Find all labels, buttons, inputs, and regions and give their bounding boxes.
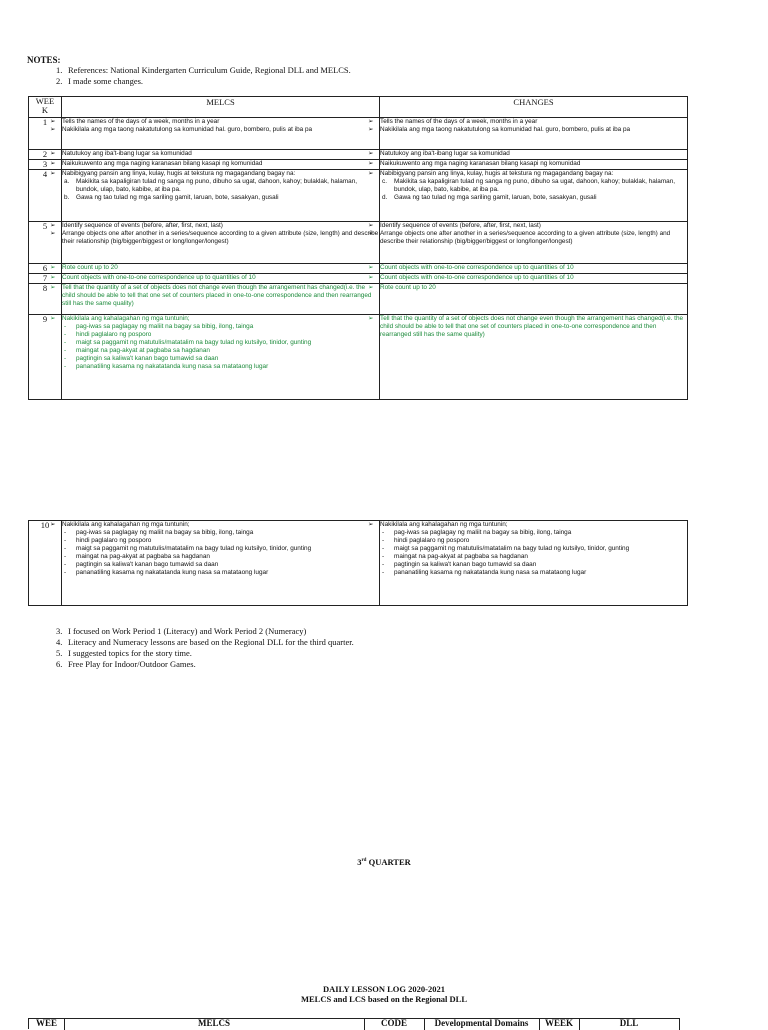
week-cell: 10 <box>29 521 62 606</box>
note-item: 4. Literacy and Numeracy lessons are based on the Regional DLL for the third quarter. <box>56 637 354 647</box>
week-cell: 9 <box>29 315 62 400</box>
table-row <box>29 521 688 606</box>
changes-cell: ➢ Tells the names of the days of a week, months in a year ➢ Nakikilala ang mga taong nakatutulong sa komunidad hal. guro, bombero, pulis at iba pa <box>380 118 688 150</box>
table-header-row <box>29 97 688 118</box>
note-item: 5. I suggested topics for the story time. <box>56 648 192 658</box>
week-cell: 4 <box>29 170 62 222</box>
week-cell: 6 <box>29 264 62 274</box>
melcs-cell: ➢ Nakikilala ang kahalagahan ng mga tuntunin; - pag-iwas sa paglagay ng maliit na bagay sa bibig, ilong, tainga - hindi paglalaro ng posporo - maigt sa paggamit ng matutulis/matatalim na bagy tulad ng kutsilyo, tinidor, gunting - maingat na pag-akyat at pagbaba sa hagdanan - pagtingin sa kaliwa't kanan bago tumawid sa daan - pananatiling kasama ng nakatatanda kung nasa sa matataong lugar <box>62 315 380 400</box>
melcs-cell: ➢ Nabibigyang pansin ang linya, kulay, hugis at tekstura ng magagandang bagay na: a. Makikita sa kapaligiran tulad ng sanga ng puno, dibuho sa ugat, dahoon, kahoy; bulaklak, halaman, bundok, ulap, bato, kabibe, at iba pa. b. Gawa ng tao tulad ng mga sariling gamit, laruan, bote, sasakyan, gusali <box>62 170 380 222</box>
table-row <box>29 315 688 400</box>
dll-header-cell: WEE <box>29 1018 65 1030</box>
dll-header-cell: MELCS <box>64 1018 365 1030</box>
changes-cell: ➢ Nakikilala ang kahalagahan ng mga tuntunin; - pag-iwas sa paglagay ng maliit na bagay sa bibig, ilong, tainga - hindi paglalaro ng posporo - maigt sa paggamit ng matutulis/matatalim na bagy tulad ng kutsilyo, tinidor, gunting - maingat na pag-akyat at pagbaba sa hagdanan - pagtingin sa kaliwa't kanan bago tumawid sa daan - pananatiling kasama ng nakatatanda kung nasa sa matataong lugar <box>380 521 688 606</box>
melcs-cell: ➢ Count objects with one-to-one correspondence up to quantities of 10 <box>62 274 380 284</box>
week-cell: 2 <box>29 150 62 160</box>
table-row <box>29 222 688 264</box>
header-changes: CHANGES <box>380 97 688 118</box>
melcs-cell: ➢ Naikukuwento ang mga naging karanasan bilang kasapi ng komunidad <box>62 160 380 170</box>
dll-header-cell: DLL <box>579 1018 680 1030</box>
week-cell: 3 <box>29 160 62 170</box>
changes-cell: ➢ Nabibigyang pansin ang linya, kulay, hugis at tekstura ng magagandang bagay na: c. Makikita sa kapaligiran tulad ng sanga ng puno, dibuho sa ugat, dahoon, kahoy; bulaklak, halaman, bundok, ulap, bato, kabibe, at iba pa. d. Gawa ng tao tulad ng mga sariling gamit, laruan, bote, sasakyan, gusali <box>380 170 688 222</box>
dll-title <box>0 984 768 1004</box>
table-row <box>29 150 688 160</box>
changes-cell: ➢ Rote count up to 20 <box>380 284 688 315</box>
notes-list-bottom <box>56 626 354 670</box>
week-cell: 8 <box>29 284 62 315</box>
week-cell: 7 <box>29 274 62 284</box>
dll-header-cell: Developmental Domains <box>424 1018 540 1030</box>
note-item: 1. References: National Kindergarten Curriculum Guide, Regional DLL and MELCS. <box>56 65 351 75</box>
week-cell: 5 <box>29 222 62 264</box>
changes-cell: ➢ Natutukoy ang iba't-ibang lugar sa komunidad <box>380 150 688 160</box>
dll-subtitle: MELCS and LCS based on the Regional DLL <box>300 994 468 1004</box>
week-cell: 1 <box>29 118 62 150</box>
melcs-cell: ➢ Rote count up to 20 <box>62 264 380 274</box>
changes-cell: ➢ Count objects with one-to-one correspondence up to quantities of 10 <box>380 264 688 274</box>
table-row <box>29 170 688 222</box>
header-melcs: MELCS <box>62 97 380 118</box>
melcs-cell: ➢ Tell that the quantity of a set of objects does not change even though the arrangement has changed(i.e. the child should be able to tell that one set of counters placed in one-to-one correspondence and then rearranged still has the same quality) <box>62 284 380 315</box>
table-row <box>29 284 688 315</box>
changes-cell: ➢ Identify sequence of events (before, after, first, next, last) ➢ Arrange objects one after another in a series/sequence according to a given attribute (size, length) and describe their relationship (big/bigger/biggest or long/longer/longest) <box>380 222 688 264</box>
header-week: WEE K <box>29 97 62 118</box>
melcs-cell: ➢ Natutukoy ang iba't-ibang lugar sa komunidad <box>62 150 380 160</box>
table-row <box>29 160 688 170</box>
notes-list-top <box>56 65 351 87</box>
melcs-cell: ➢ Nakikilala ang kahalagahan ng mga tuntunin; - pag-iwas sa paglagay ng maliit na bagay sa bibig, ilong, tainga - hindi paglalaro ng posporo - maigt sa paggamit ng matutulis/matatalim na bagy tulad ng kutsilyo, tinidor, gunting - maingat na pag-akyat at pagbaba sa hagdanan - pagtingin sa kaliwa't kanan bago tumawid sa daan - pananatiling kasama ng nakatatanda kung nasa sa matataong lugar <box>62 521 380 606</box>
week10-table <box>28 520 688 606</box>
dll-header-cell: CODE <box>364 1018 425 1030</box>
dll-header-cell: WEEK <box>539 1018 580 1030</box>
table-row <box>29 264 688 274</box>
notes-title: NOTES: <box>27 55 61 65</box>
note-item: 3. I focused on Work Period 1 (Literacy) and Work Period 2 (Numeracy) <box>56 626 307 636</box>
changes-cell: ➢ Count objects with one-to-one correspondence up to quantities of 10 <box>380 274 688 284</box>
quarter-heading: 3rd QUARTER <box>357 857 411 867</box>
melcs-changes-table <box>28 96 688 400</box>
dll-title-line: DAILY LESSON LOG 2020-2021 <box>323 984 445 994</box>
note-item: 6. Free Play for Indoor/Outdoor Games. <box>56 659 196 669</box>
table-row <box>29 118 688 150</box>
table-row <box>29 274 688 284</box>
melcs-cell: ➢ Tells the names of the days of a week, months in a year ➢ Nakikilala ang mga taong nakatutulong sa komunidad hal. guro, bombero, pulis at iba pa <box>62 118 380 150</box>
note-item: 2. I made some changes. <box>56 76 144 86</box>
melcs-cell: ➢ Identify sequence of events (before, after, first, next, last) ➢ Arrange objects one after another in a series/sequence according to a given attribute (size, length) and describe their relationship (big/bigger/biggest or long/longer/longest) <box>62 222 380 264</box>
changes-cell: ➢ Tell that the quantity of a set of objects does not change even though the arrangement has changed(i.e. the child should be able to tell that one set of counters placed in one-to-one correspondence and then rearranged still has the same quality) <box>380 315 688 400</box>
changes-cell: ➢ Naikukuwento ang mga naging karanasan bilang kasapi ng komunidad <box>380 160 688 170</box>
